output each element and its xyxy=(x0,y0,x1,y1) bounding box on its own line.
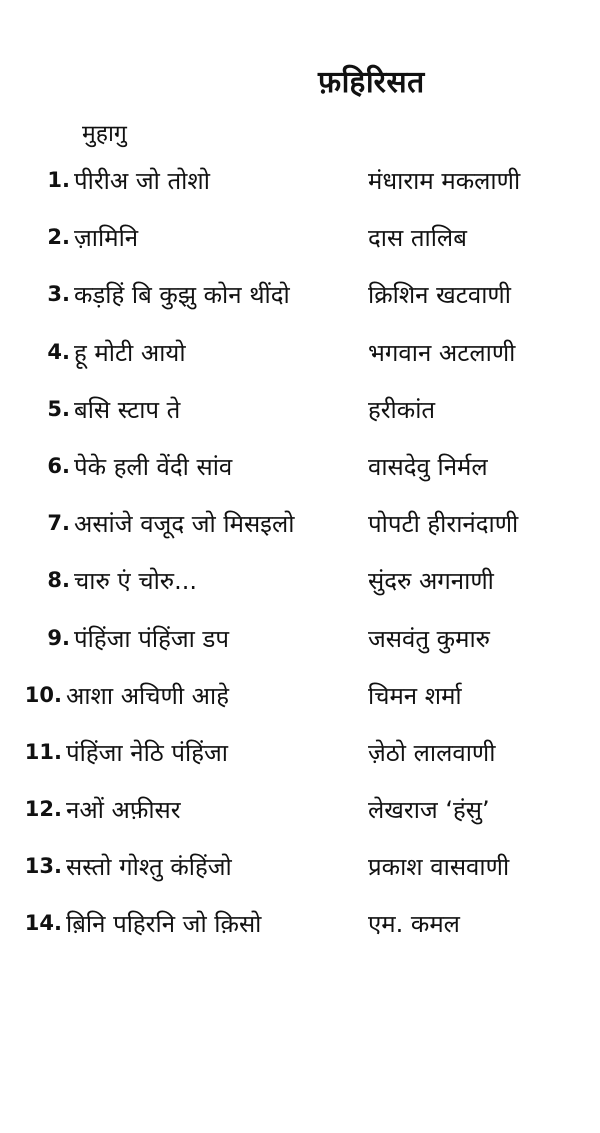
toc-entry xyxy=(0,901,600,958)
toc-entry xyxy=(0,272,600,329)
story-title: पीरीअ जो तोशो xyxy=(74,167,210,195)
author-name: ज़ेठो लालवाणी xyxy=(368,738,496,767)
story-title: ब़िनि पहिरनि जो क़िसो xyxy=(66,910,262,939)
story-title: हू मोटी आयो xyxy=(74,338,186,367)
story-title: चारु एं चोरु... xyxy=(74,567,198,596)
author-name: क्रिशिन खटवाणी xyxy=(368,281,511,310)
entry-number: 5. xyxy=(47,396,70,421)
entry-number: 2. xyxy=(47,225,70,250)
story-title: ज़ामिनि xyxy=(74,224,139,253)
toc-entry xyxy=(0,330,600,387)
toc-entry xyxy=(0,730,600,787)
entry-number: 13. xyxy=(24,854,62,879)
toc-entry xyxy=(0,501,600,558)
toc-entry xyxy=(0,673,600,730)
story-title: कड़हिं बि कुझु कोन थींदो xyxy=(74,281,290,310)
story-title: पेके हली वेंदी सांव xyxy=(74,452,233,481)
entry-number: 6. xyxy=(47,453,70,478)
story-title: पंहिंजा पंहिंजा डप xyxy=(74,624,229,653)
author-name: हरीकांत xyxy=(368,395,436,424)
preface-heading: मुहागु xyxy=(82,121,127,147)
author-name: पोपटी हीरानंदाणी xyxy=(368,510,519,539)
entry-number: 3. xyxy=(47,282,70,307)
story-title: असांजे वजूद जो मिसइलो xyxy=(74,510,295,539)
entry-number: 7. xyxy=(47,511,70,536)
toc-entry xyxy=(0,215,600,272)
entry-number: 10. xyxy=(24,682,62,707)
page-title: फ़हिरिसत xyxy=(318,65,425,100)
entry-number: 12. xyxy=(24,797,62,822)
table-of-contents xyxy=(0,158,600,959)
story-title: पंहिंजा नेठि पंहिंजा xyxy=(66,738,228,767)
entry-number: 4. xyxy=(47,339,70,364)
author-name: दास तालिब xyxy=(368,224,467,253)
story-title: बसि स्टाप ते xyxy=(74,395,181,424)
author-name: भगवान अटलाणी xyxy=(368,338,516,367)
entry-number: 1. xyxy=(47,168,70,192)
author-name: वासदेवु निर्मल xyxy=(368,452,488,481)
story-title: नओं अफ़ीसर xyxy=(66,796,181,825)
toc-entry xyxy=(0,387,600,444)
toc-entry xyxy=(0,616,600,673)
author-name: एम. कमल xyxy=(368,910,460,939)
author-name: लेखराज ‘हंसु’ xyxy=(368,796,490,825)
story-title: आशा अचिणी आहे xyxy=(66,681,229,710)
toc-entry xyxy=(0,158,600,215)
author-name: जसवंतु कुमारु xyxy=(368,624,491,653)
entry-number: 9. xyxy=(47,625,70,650)
entry-number: 14. xyxy=(24,911,62,936)
toc-entry xyxy=(0,787,600,844)
entry-number: 11. xyxy=(24,739,62,764)
author-name: चिमन शर्मा xyxy=(368,681,462,710)
toc-entry xyxy=(0,558,600,615)
entry-number: 8. xyxy=(47,568,70,593)
author-name: प्रकाश वासवाणी xyxy=(368,853,510,882)
toc-entry xyxy=(0,844,600,901)
author-name: सुंदरु अगनाणी xyxy=(368,567,494,596)
toc-entry xyxy=(0,444,600,501)
author-name: मंधाराम मकलाणी xyxy=(368,167,521,195)
story-title: सस्तो गोश्तु कंहिंजो xyxy=(66,853,232,882)
